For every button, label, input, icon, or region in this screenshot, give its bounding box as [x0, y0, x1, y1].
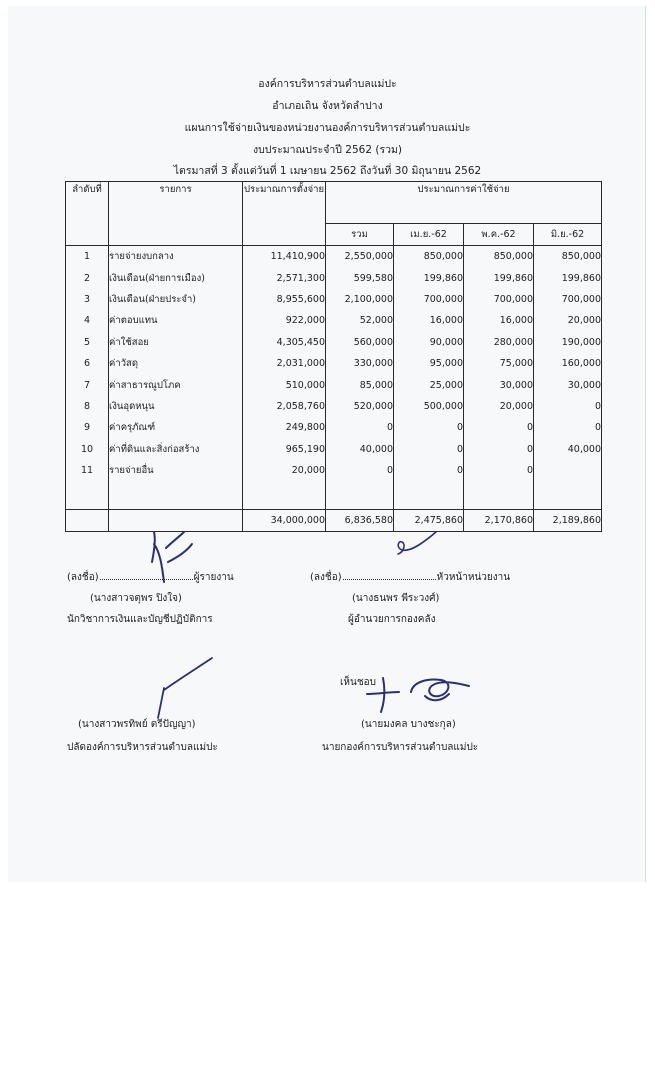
head-position: ผู้อำนวยการกองคลัง — [348, 614, 436, 625]
table-row — [66, 332, 602, 353]
row-budget: 510,000 — [243, 374, 326, 395]
row-budget: 249,800 — [243, 417, 326, 438]
row-jun: 850,000 — [534, 246, 602, 268]
row-item: ค่าครุภัณฑ์ — [109, 417, 243, 438]
spacer-cell — [326, 481, 394, 510]
row-no: 11 — [66, 460, 109, 481]
total-no-cell — [66, 510, 109, 532]
row-no: 3 — [66, 289, 109, 310]
row-may: 0 — [464, 417, 534, 438]
table-row — [66, 396, 602, 417]
spacer-cell — [66, 481, 109, 510]
row-apr: 850,000 — [394, 246, 464, 268]
mayor-signature — [365, 672, 475, 716]
row-total: 0 — [326, 460, 394, 481]
head-name: (นางธนพร พีระวงศ์) — [352, 593, 440, 604]
table-row — [66, 460, 602, 481]
plan-title: แผนการใช้จ่ายเงินของหน่วยงานองค์การบริหารส่วนตำบลแม่ปะ — [184, 122, 471, 134]
row-jun: 20,000 — [534, 310, 602, 331]
row-total: 2,550,000 — [326, 246, 394, 268]
row-may: 850,000 — [464, 246, 534, 268]
subheader-jun: มิ.ย.-62 — [534, 224, 602, 246]
row-no: 8 — [66, 396, 109, 417]
subheader-apr: เม.ย.-62 — [394, 224, 464, 246]
approve-label: เห็นชอบ — [340, 677, 376, 688]
row-jun: 160,000 — [534, 353, 602, 374]
row-apr: 25,000 — [394, 374, 464, 395]
dotted-line — [343, 570, 436, 580]
mayor-name: (นายมงคล บางชะกุล) — [361, 719, 456, 730]
row-no: 2 — [66, 267, 109, 288]
row-jun: 0 — [534, 417, 602, 438]
header-expense: ประมาณการค่าใช้จ่าย — [326, 182, 602, 224]
quarter-period: ไตรมาสที่ 3 ตั้งแต่วันที่ 1 เมษายน 2562 ถึงวันที่ 30 มิถุนายน 2562 — [173, 165, 482, 177]
row-total: 599,580 — [326, 267, 394, 288]
row-budget: 8,955,600 — [243, 289, 326, 310]
row-budget: 11,410,900 — [243, 246, 326, 268]
row-item: เงินอุดหนุน — [109, 396, 243, 417]
total-jun: 2,189,860 — [534, 510, 602, 532]
subheader-may: พ.ค.-62 — [464, 224, 534, 246]
mayor-position: นายกองค์การบริหารส่วนตำบลแม่ปะ — [322, 742, 479, 753]
row-may: 0 — [464, 439, 534, 460]
spacer-cell — [394, 481, 464, 510]
row-jun: 30,000 — [534, 374, 602, 395]
row-apr: 16,000 — [394, 310, 464, 331]
row-apr: 0 — [394, 460, 464, 481]
table-row — [66, 289, 602, 310]
row-total: 40,000 — [326, 439, 394, 460]
header-budget: ประมาณการตั้งจ่าย — [243, 182, 326, 246]
budget-year: งบประมาณประจำปี 2562 (รวม) — [253, 144, 402, 156]
row-item: รายจ่ายงบกลาง — [109, 246, 243, 268]
reporter-role: ผู้รายงาน — [193, 572, 234, 583]
row-may: 199,860 — [464, 267, 534, 288]
row-apr: 500,000 — [394, 396, 464, 417]
deputy-name: (นางสาวพรทิพย์ ตรีปัญญา) — [78, 719, 196, 730]
row-no: 7 — [66, 374, 109, 395]
row-item: รายจ่ายอื่น — [109, 460, 243, 481]
row-apr: 95,000 — [394, 353, 464, 374]
deputy-position: ปลัดองค์การบริหารส่วนตำบลแม่ปะ — [67, 742, 218, 753]
row-budget: 2,031,000 — [243, 353, 326, 374]
row-may: 20,000 — [464, 396, 534, 417]
subheader-total: รวม — [326, 224, 394, 246]
head-sign-line — [310, 570, 510, 585]
row-apr: 199,860 — [394, 267, 464, 288]
row-item: ค่าสาธารณูปโภค — [109, 374, 243, 395]
table-spacer-row — [66, 481, 602, 510]
row-total: 85,000 — [326, 374, 394, 395]
reporter-position: นักวิชาการเงินและบัญชีปฏิบัติการ — [67, 614, 213, 625]
row-jun: 190,000 — [534, 332, 602, 353]
row-jun: 0 — [534, 396, 602, 417]
header-no: ลำดับที่ — [66, 182, 109, 246]
spacer-cell — [243, 481, 326, 510]
row-jun: 199,860 — [534, 267, 602, 288]
total-sum: 6,836,580 — [326, 510, 394, 532]
row-no: 6 — [66, 353, 109, 374]
header-item: รายการ — [109, 182, 243, 246]
row-may: 30,000 — [464, 374, 534, 395]
spacer-cell — [109, 481, 243, 510]
row-total: 560,000 — [326, 332, 394, 353]
district-name: อำเภอเถิน จังหวัดลำปาง — [272, 100, 383, 112]
row-may: 700,000 — [464, 289, 534, 310]
row-may: 16,000 — [464, 310, 534, 331]
total-budget: 34,000,000 — [243, 510, 326, 532]
row-budget: 922,000 — [243, 310, 326, 331]
row-budget: 965,190 — [243, 439, 326, 460]
total-may: 2,170,860 — [464, 510, 534, 532]
row-jun: 40,000 — [534, 439, 602, 460]
head-signature — [392, 530, 442, 560]
table-row — [66, 439, 602, 460]
row-item: ค่าตอบแทน — [109, 310, 243, 331]
row-item: ค่าวัสดุ — [109, 353, 243, 374]
row-no: 10 — [66, 439, 109, 460]
row-item: ค่าที่ดินและสิ่งก่อสร้าง — [109, 439, 243, 460]
row-total: 330,000 — [326, 353, 394, 374]
spacer-cell — [534, 481, 602, 510]
reporter-signature — [140, 522, 200, 584]
row-item: ค่าใช้สอย — [109, 332, 243, 353]
table-row — [66, 374, 602, 395]
row-item: เงินเดือน(ฝ่ายประจำ) — [109, 289, 243, 310]
deputy-signature — [150, 654, 220, 724]
spacer-cell — [464, 481, 534, 510]
table-row — [66, 310, 602, 331]
row-total: 52,000 — [326, 310, 394, 331]
row-apr: 90,000 — [394, 332, 464, 353]
row-total: 520,000 — [326, 396, 394, 417]
row-apr: 0 — [394, 417, 464, 438]
row-may: 280,000 — [464, 332, 534, 353]
total-apr: 2,475,860 — [394, 510, 464, 532]
budget-table — [65, 181, 602, 532]
org-name: องค์การบริหารส่วนตำบลแม่ปะ — [258, 78, 397, 90]
table-row — [66, 353, 602, 374]
row-may: 0 — [464, 460, 534, 481]
sign-prefix: (ลงชื่อ) — [310, 572, 342, 583]
row-budget: 2,571,300 — [243, 267, 326, 288]
table-row — [66, 267, 602, 288]
row-budget: 20,000 — [243, 460, 326, 481]
table-row — [66, 246, 602, 268]
reporter-name: (นางสาวจตุพร ปิงใจ) — [90, 593, 182, 604]
sign-prefix: (ลงชื่อ) — [67, 572, 99, 583]
row-apr: 700,000 — [394, 289, 464, 310]
row-no: 9 — [66, 417, 109, 438]
row-may: 75,000 — [464, 353, 534, 374]
row-item: เงินเดือน(ฝ่ายการเมือง) — [109, 267, 243, 288]
row-apr: 0 — [394, 439, 464, 460]
row-jun: 700,000 — [534, 289, 602, 310]
row-jun — [534, 460, 602, 481]
row-no: 5 — [66, 332, 109, 353]
row-no: 4 — [66, 310, 109, 331]
table-row — [66, 417, 602, 438]
row-budget: 4,305,450 — [243, 332, 326, 353]
row-total: 0 — [326, 417, 394, 438]
row-no: 1 — [66, 246, 109, 268]
row-budget: 2,058,760 — [243, 396, 326, 417]
row-total: 2,100,000 — [326, 289, 394, 310]
head-role: หัวหน้าหน่วยงาน — [436, 572, 511, 583]
